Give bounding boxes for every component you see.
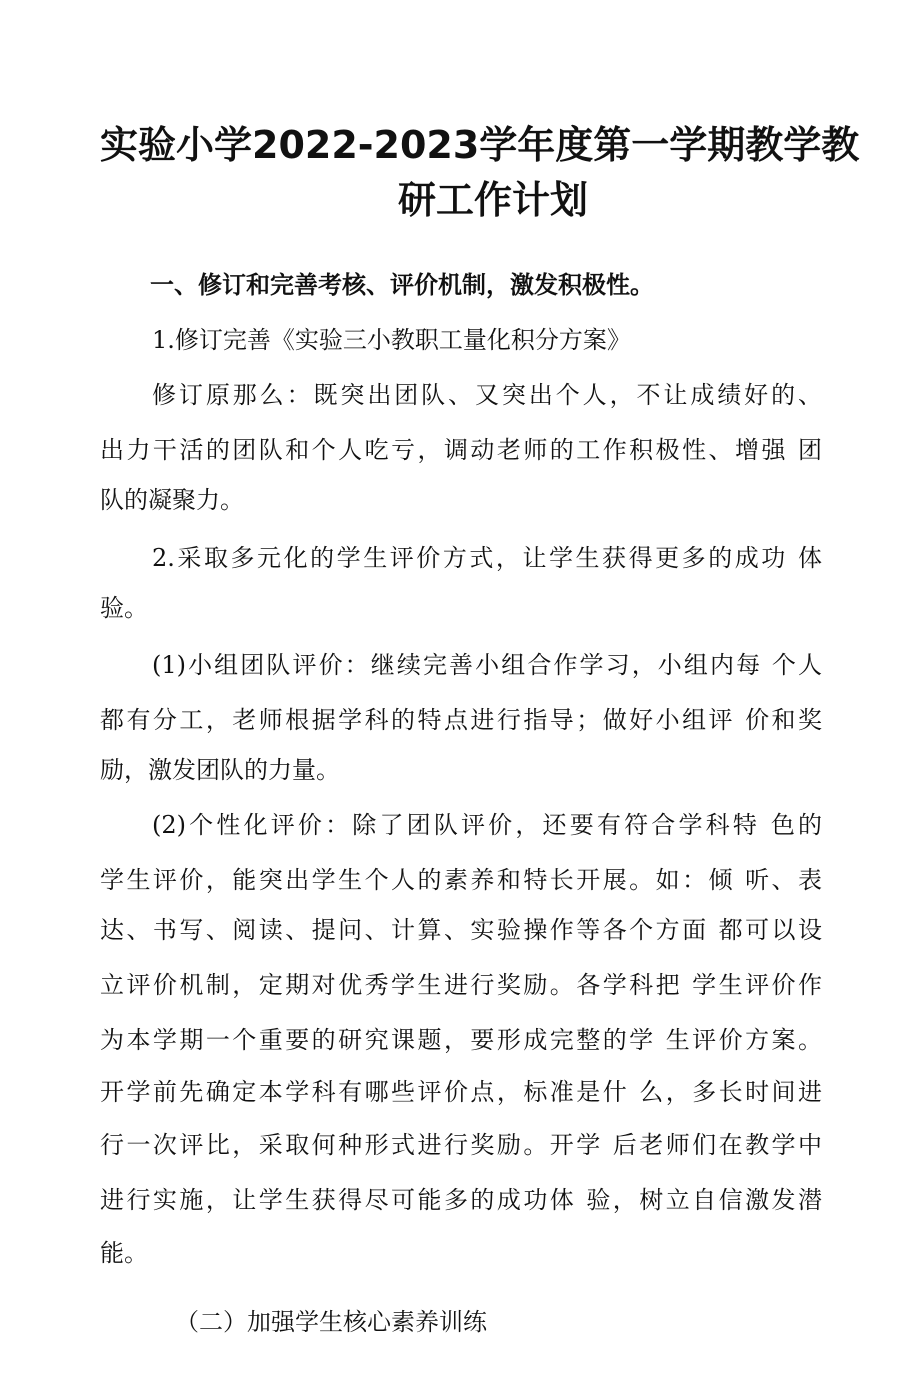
sub-item-2-line-6: 开学前先确定本学科有哪些评价点，标准是什 么，多长时间进	[100, 1078, 822, 1106]
document-title-line-2: 研工作计划	[398, 178, 589, 222]
sub-item-2-line-9: 能。	[100, 1239, 148, 1267]
item-2-line-2: 验。	[100, 594, 148, 622]
sub-item-2-line-2: 学生评价，能突出学生个人的素养和特长开展。如：倾 听、表	[100, 866, 822, 894]
sub-item-1-line-1: (1)小组团队评价：继续完善小组合作学习，小组内每 个人	[152, 651, 822, 679]
item-1-heading: 1.修订完善《实验三小教职工量化积分方案》	[152, 326, 631, 354]
sub-item-2-line-3: 达、书写、阅读、提问、计算、实验操作等各个方面 都可以设	[100, 916, 822, 944]
section-1-heading: 一、修订和完善考核、评价机制，激发积极性。	[150, 271, 654, 299]
paragraph-1-line-2: 出力干活的团队和个人吃亏，调动老师的工作积极性、增强 团	[100, 436, 822, 464]
sub-item-2-line-1: (2)个性化评价：除了团队评价，还要有符合学科特 色的	[152, 811, 822, 839]
sub-item-1-line-2: 都有分工，老师根据学科的特点进行指导；做好小组评 价和奖	[100, 706, 822, 734]
sub-item-2-line-7: 行一次评比，采取何种形式进行奖励。开学 后老师们在教学中	[100, 1131, 822, 1159]
sub-item-2-line-4: 立评价机制，定期对优秀学生进行奖励。各学科把 学生评价作	[100, 971, 822, 999]
sub-item-2-line-8: 进行实施，让学生获得尽可能多的成功体 验，树立自信激发潜	[100, 1186, 822, 1214]
paragraph-1-line-1: 修订原那么：既突出团队、又突出个人，不让成绩好的、	[152, 381, 822, 409]
document-title-line-1: 实验小学2022-2023学年度第一学期教学教	[100, 123, 860, 167]
paragraph-1-line-3: 队的凝聚力。	[100, 486, 244, 514]
section-2-heading: （二）加强学生核心素养训练	[175, 1308, 487, 1336]
sub-item-2-line-5: 为本学期一个重要的研究课题，要形成完整的学 生评价方案。	[100, 1026, 822, 1054]
sub-item-1-line-3: 励，激发团队的力量。	[100, 756, 340, 784]
item-2-line-1: 2.采取多元化的学生评价方式，让学生获得更多的成功 体	[152, 544, 822, 572]
